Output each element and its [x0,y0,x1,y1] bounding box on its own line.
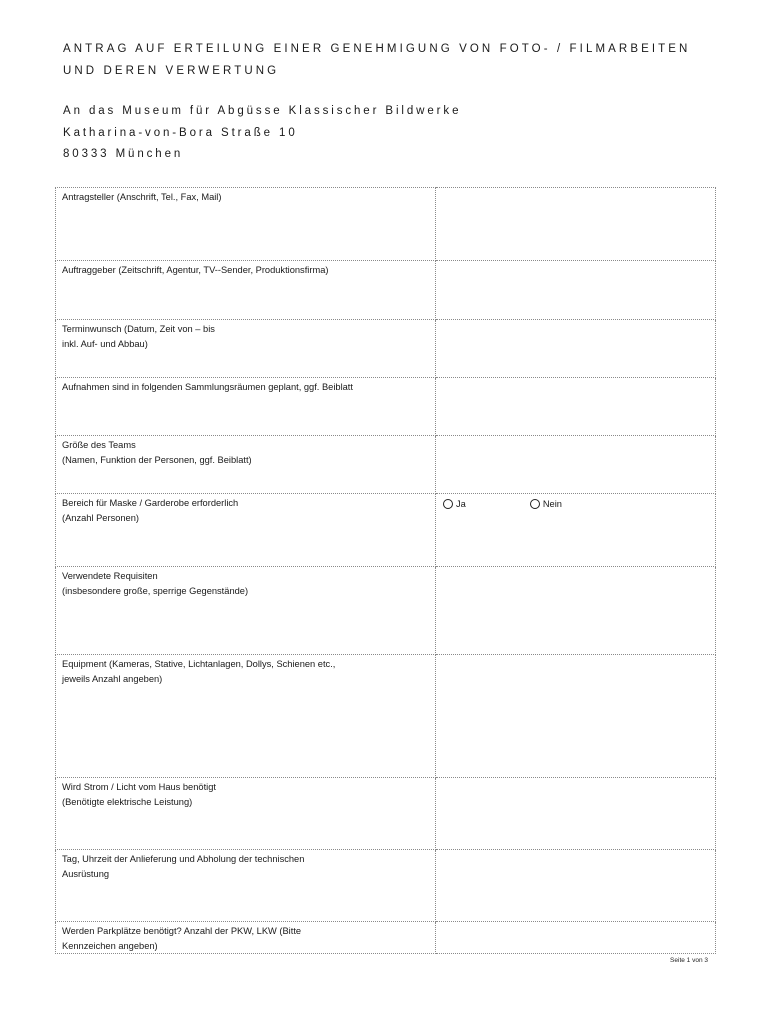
makeup-area-options-cell [436,494,716,567]
form-row-rooms [56,378,716,436]
applicant-label: Antragsteller (Anschrift, Tel., Fax, Mail) [56,188,436,261]
recipient-street: Katharina-von-Bora Straße 10 [63,126,298,139]
equipment-label: Equipment (Kameras, Stative, Lichtanlagen, Dollys, Schienen etc., jeweils Anzahl angeben) [56,655,436,778]
delivery-label: Tag, Uhrzeit der Anlieferung und Abholung der technischen Ausrüstung [56,850,436,922]
props-label: Verwendete Requisiten (insbesondere große, sperrige Gegenstände) [56,567,436,655]
form-row-team-size [56,436,716,494]
radio-yes-label: Ja [456,498,466,509]
recipient-name: An das Museum für Abgüsse Klassischer Bildwerke [63,105,462,117]
radio-option-no[interactable] [530,497,562,512]
radio-option-yes[interactable] [443,497,466,512]
client-label: Auftraggeber (Zeitschrift, Agentur, TV--Sender, Produktionsfirma) [56,261,436,320]
makeup-area-label: Bereich für Maske / Garderobe erforderlich (Anzahl Personen) [56,494,436,567]
form-row-client [56,261,716,320]
form-row-props [56,567,716,655]
form-row-applicant [56,188,716,261]
recipient-city: 80333 München [63,148,184,160]
document-title [63,38,743,82]
form-row-makeup-area [56,494,716,567]
form-row-equipment [56,655,716,778]
radio-no-circle-icon[interactable] [530,499,540,509]
form-row-parking [56,922,716,954]
date-request-input-cell[interactable] [436,320,716,378]
recipient-address [63,101,663,166]
props-input-cell[interactable] [436,567,716,655]
radio-no-label: Nein [542,498,562,509]
page-number: Seite 1 von 3 [670,957,708,964]
title-line-2: UND DEREN VERWERTUNG [63,65,280,77]
form-row-date-request [56,320,716,378]
title-line-1: ANTRAG AUF ERTEILUNG EINER GENEHMIGUNG VON FOTO- / FILMARBEITEN [63,43,691,55]
makeup-area-radio-group [443,497,709,511]
parking-label: Werden Parkplätze benötigt? Anzahl der PKW, LKW (Bitte Kennzeichen angeben) [56,922,436,954]
application-form-table [55,187,716,954]
rooms-label: Aufnahmen sind in folgenden Sammlungsräumen geplant, ggf. Beiblatt [56,378,436,436]
team-size-input-cell[interactable] [436,436,716,494]
form-row-delivery [56,850,716,922]
delivery-input-cell[interactable] [436,850,716,922]
applicant-input-cell[interactable] [436,188,716,261]
power-input-cell[interactable] [436,778,716,850]
power-label: Wird Strom / Licht vom Haus benötigt (Benötigte elektrische Leistung) [56,778,436,850]
radio-yes-circle-icon[interactable] [443,499,453,509]
date-request-label: Terminwunsch (Datum, Zeit von – bis inkl. Auf- und Abbau) [56,320,436,378]
form-row-power [56,778,716,850]
rooms-input-cell[interactable] [436,378,716,436]
team-size-label: Größe des Teams (Namen, Funktion der Personen, ggf. Beiblatt) [56,436,436,494]
client-input-cell[interactable] [436,261,716,320]
equipment-input-cell[interactable] [436,655,716,778]
parking-input-cell[interactable] [436,922,716,954]
